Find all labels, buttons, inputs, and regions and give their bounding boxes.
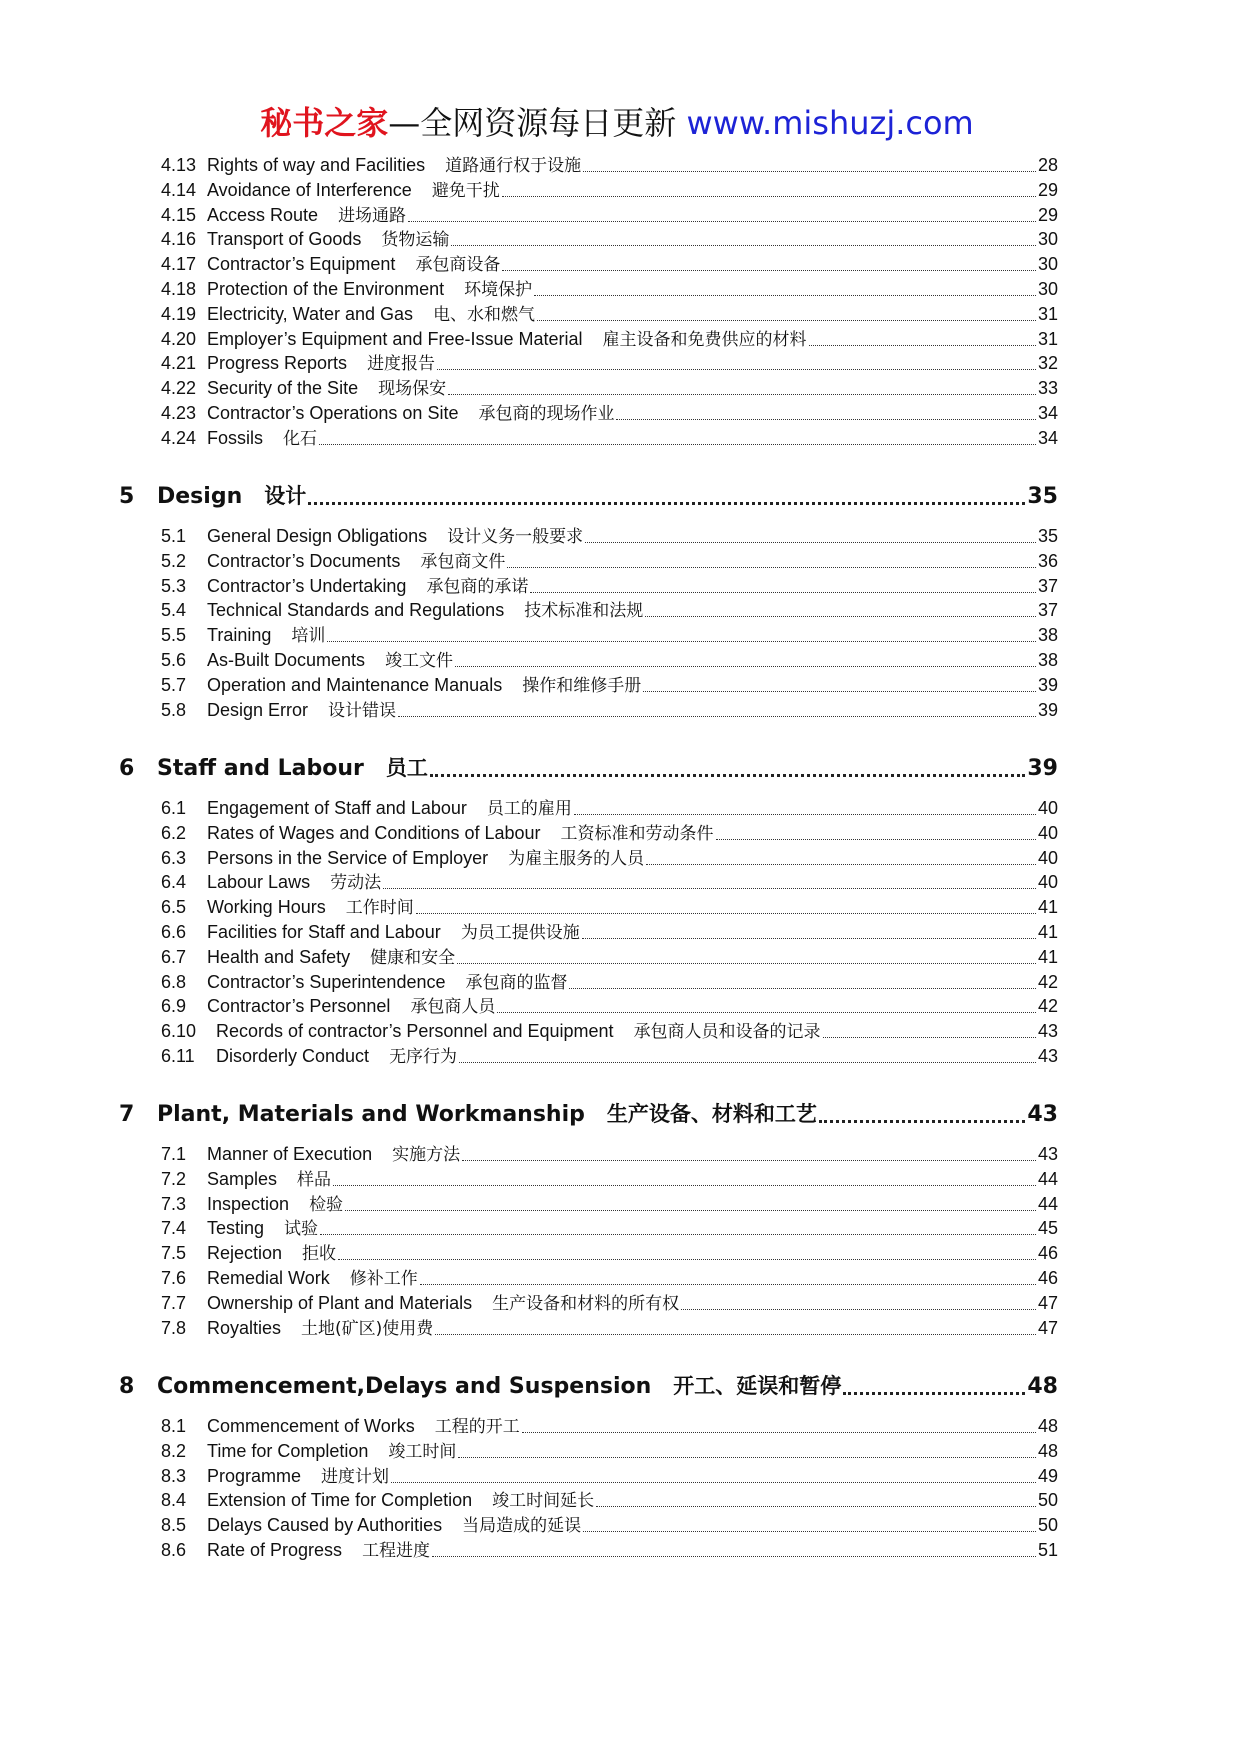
toc-entry-chinese-title: 竣工文件 bbox=[385, 651, 454, 671]
toc-entry-title: Staff and Labour bbox=[157, 756, 364, 781]
toc-entry-page-number: 41 bbox=[1037, 897, 1058, 917]
toc-dot-leader bbox=[574, 796, 1036, 815]
toc-entry-chinese-title: 承包商的承诺 bbox=[426, 577, 529, 597]
toc-dot-leader bbox=[455, 648, 1036, 667]
toc-entry-chinese-title: 试验 bbox=[284, 1219, 319, 1239]
toc-entry[interactable] bbox=[161, 846, 1058, 871]
toc-entry-page-number: 33 bbox=[1037, 378, 1058, 398]
toc-entry-number: 8.4 bbox=[161, 1490, 187, 1510]
toc-entry-number: 6.7 bbox=[161, 947, 187, 967]
toc-entry-number: 6.9 bbox=[161, 996, 187, 1016]
toc-entry-chinese-title: 修补工作 bbox=[349, 1269, 418, 1289]
toc-dot-leader bbox=[338, 1241, 1036, 1260]
toc-dot-leader bbox=[843, 1370, 1025, 1395]
toc-entry[interactable] bbox=[161, 401, 1058, 426]
toc-dot-leader bbox=[398, 698, 1036, 717]
toc-entry-title: Technical Standards and Regulations bbox=[207, 600, 505, 620]
toc-entry-page-number: 37 bbox=[1037, 600, 1058, 620]
toc-dot-leader bbox=[643, 673, 1036, 692]
toc-entry-chinese-title: 实施方法 bbox=[392, 1145, 461, 1165]
toc-entry-page-number: 46 bbox=[1037, 1268, 1058, 1288]
toc-dot-leader bbox=[383, 870, 1036, 889]
toc-entry-chinese-title: 承包商的现场作业 bbox=[478, 404, 615, 424]
toc-entry-page-number: 43 bbox=[1037, 1144, 1058, 1164]
toc-entry-number: 6.10 bbox=[161, 1021, 197, 1041]
toc-section-heading[interactable] bbox=[119, 1370, 1058, 1402]
toc-dot-leader bbox=[319, 426, 1036, 445]
toc-entry-chinese-title: 进场通路 bbox=[338, 206, 407, 226]
toc-entry-page-number: 50 bbox=[1037, 1490, 1058, 1510]
toc-entry-title: Rates of Wages and Conditions of Labour bbox=[207, 823, 541, 843]
toc-dot-leader bbox=[502, 252, 1036, 271]
toc-entry-number: 5 bbox=[119, 484, 135, 509]
toc-entry-page-number: 38 bbox=[1037, 625, 1058, 645]
toc-dot-leader bbox=[585, 524, 1036, 543]
toc-entry-number: 4.13 bbox=[161, 155, 197, 175]
toc-entry[interactable] bbox=[161, 920, 1058, 945]
toc-entry-number: 4.17 bbox=[161, 254, 197, 274]
toc-dot-leader bbox=[416, 895, 1036, 914]
toc-entry-number: 7.7 bbox=[161, 1293, 187, 1313]
toc-entry[interactable] bbox=[161, 1439, 1058, 1464]
toc-entry-title: Delays Caused by Authorities bbox=[207, 1515, 443, 1535]
toc-dot-leader bbox=[582, 920, 1036, 939]
toc-entry-page-number: 42 bbox=[1037, 996, 1058, 1016]
toc-dot-leader bbox=[391, 1464, 1036, 1483]
toc-entry-title: Contractor’s Documents bbox=[207, 551, 401, 571]
toc-entry-chinese-title: 设计错误 bbox=[328, 701, 397, 721]
toc-entry-chinese-title: 化石 bbox=[283, 429, 318, 449]
toc-dot-leader bbox=[616, 401, 1036, 420]
toc-entry-chinese-title: 电、水和燃气 bbox=[433, 305, 536, 325]
toc-entry-page-number: 32 bbox=[1037, 353, 1058, 373]
toc-entry[interactable] bbox=[161, 252, 1058, 277]
toc-entry-title: Engagement of Staff and Labour bbox=[207, 798, 467, 818]
toc-dot-leader bbox=[451, 227, 1036, 246]
toc-dot-leader bbox=[430, 752, 1026, 777]
toc-entry-page-number: 47 bbox=[1037, 1293, 1058, 1313]
toc-entry[interactable] bbox=[161, 870, 1058, 895]
toc-entry-number: 4.15 bbox=[161, 205, 197, 225]
toc-entry-page-number: 47 bbox=[1037, 1318, 1058, 1338]
toc-entry[interactable] bbox=[161, 426, 1058, 451]
toc-entry[interactable] bbox=[161, 302, 1058, 327]
toc-entry-chinese-title: 承包商的监督 bbox=[465, 973, 568, 993]
toc-dot-leader bbox=[522, 1414, 1036, 1433]
toc-entry-title: Contractor’s Operations on Site bbox=[207, 403, 459, 423]
toc-entry-number: 7.8 bbox=[161, 1318, 187, 1338]
toc-entry-page-number: 48 bbox=[1037, 1416, 1058, 1436]
toc-entry-page-number: 35 bbox=[1037, 526, 1058, 546]
toc-entry-chinese-title: 工资标准和劳动条件 bbox=[560, 824, 714, 844]
toc-entry-page-number: 34 bbox=[1037, 428, 1058, 448]
toc-entry-page-number: 40 bbox=[1037, 823, 1058, 843]
toc-entry-title: Transport of Goods bbox=[207, 229, 362, 249]
toc-entry-number: 6.11 bbox=[161, 1046, 195, 1066]
toc-entry-number: 4.24 bbox=[161, 428, 197, 448]
toc-entry-title: Fossils bbox=[207, 428, 264, 448]
toc-entry-chinese-title: 设计义务一般要求 bbox=[447, 527, 584, 547]
toc-entry-title: Working Hours bbox=[207, 897, 326, 917]
toc-entry-title: Persons in the Service of Employer bbox=[207, 848, 489, 868]
toc-entry-page-number: 46 bbox=[1037, 1243, 1058, 1263]
toc-entry[interactable] bbox=[161, 970, 1058, 995]
toc-entry-title: Extension of Time for Completion bbox=[207, 1490, 473, 1510]
toc-entry-page-number: 29 bbox=[1037, 180, 1058, 200]
toc-dot-leader bbox=[432, 1538, 1036, 1557]
toc-entry-chinese-title: 竣工时间 bbox=[388, 1442, 457, 1462]
toc-entry[interactable] bbox=[161, 1538, 1058, 1563]
toc-dot-leader bbox=[320, 1216, 1036, 1235]
toc-entry-title: Rate of Progress bbox=[207, 1540, 343, 1560]
toc-entry[interactable] bbox=[161, 1266, 1058, 1291]
toc-entry-title: Rejection bbox=[207, 1243, 283, 1263]
toc-entry[interactable] bbox=[161, 574, 1058, 599]
toc-entry-chinese-title: 设计 bbox=[264, 484, 307, 508]
toc-dot-leader bbox=[823, 1019, 1036, 1038]
toc-entry-page-number: 48 bbox=[1027, 1374, 1058, 1399]
toc-dot-leader bbox=[448, 376, 1036, 395]
toc-entry[interactable] bbox=[161, 1414, 1058, 1439]
toc-dot-leader bbox=[583, 1513, 1036, 1532]
toc-entry-number: 4.21 bbox=[161, 353, 197, 373]
toc-dot-leader bbox=[345, 1192, 1036, 1211]
toc-entry-number: 4.16 bbox=[161, 229, 197, 249]
toc-entry[interactable] bbox=[161, 698, 1058, 723]
toc-entry-number: 4.14 bbox=[161, 180, 197, 200]
toc-entry-title: Disorderly Conduct bbox=[216, 1046, 370, 1066]
toc-entry-title: Employer’s Equipment and Free-Issue Material bbox=[207, 329, 583, 349]
toc-entry-chinese-title: 雇主设备和免费供应的材料 bbox=[602, 330, 807, 350]
toc-entry-title: Facilities for Staff and Labour bbox=[207, 922, 441, 942]
toc-entry-page-number: 30 bbox=[1037, 279, 1058, 299]
toc-dot-leader bbox=[716, 821, 1036, 840]
toc-entry-title: Security of the Site bbox=[207, 378, 359, 398]
toc-entry-title: Design bbox=[157, 484, 243, 509]
toc-entry-title: Remedial Work bbox=[207, 1268, 330, 1288]
toc-entry-chinese-title: 避免干扰 bbox=[431, 181, 500, 201]
toc-dot-leader bbox=[537, 302, 1036, 321]
toc-entry-chinese-title: 为员工提供设施 bbox=[460, 923, 580, 943]
toc-entry-number: 8 bbox=[119, 1374, 135, 1399]
toc-entry-title: Labour Laws bbox=[207, 872, 311, 892]
toc-entry-title: Rights of way and Facilities bbox=[207, 155, 426, 175]
toc-entry-title: Avoidance of Interference bbox=[207, 180, 412, 200]
toc-dot-leader bbox=[534, 277, 1036, 296]
toc-entry-number: 6.1 bbox=[161, 798, 187, 818]
toc-entry[interactable] bbox=[161, 598, 1058, 623]
toc-entry-page-number: 39 bbox=[1037, 700, 1058, 720]
toc-entry-number: 8.3 bbox=[161, 1466, 187, 1486]
toc-entry[interactable] bbox=[161, 376, 1058, 401]
toc-entry[interactable] bbox=[161, 1216, 1058, 1241]
toc-dot-leader bbox=[457, 945, 1036, 964]
toc-entry-page-number: 40 bbox=[1037, 848, 1058, 868]
toc-entry-number: 6.6 bbox=[161, 922, 187, 942]
toc-entry-page-number: 40 bbox=[1037, 872, 1058, 892]
toc-entry-chinese-title: 进度报告 bbox=[367, 354, 436, 374]
toc-entry[interactable] bbox=[161, 1464, 1058, 1489]
toc-entry-chinese-title: 土地(矿区)使用费 bbox=[301, 1319, 434, 1339]
toc-entry-chinese-title: 承包商人员和设备的记录 bbox=[633, 1022, 821, 1042]
toc-entry-title: Testing bbox=[207, 1218, 265, 1238]
toc-dot-leader bbox=[333, 1167, 1036, 1186]
toc-entry-number: 8.2 bbox=[161, 1441, 187, 1461]
toc-entry-chinese-title: 道路通行权于设施 bbox=[445, 156, 582, 176]
toc-dot-leader bbox=[819, 1098, 1025, 1123]
toc-section-heading[interactable] bbox=[119, 480, 1058, 512]
toc-entry-number: 5.8 bbox=[161, 700, 187, 720]
toc-dot-leader bbox=[459, 1044, 1036, 1063]
toc-entry-title: Access Route bbox=[207, 205, 319, 225]
toc-entry-chinese-title: 工程进度 bbox=[362, 1541, 431, 1561]
toc-entry-chinese-title: 技术标准和法规 bbox=[524, 601, 644, 621]
banner-url[interactable]: www.mishuzj.com bbox=[686, 104, 974, 142]
toc-entry[interactable] bbox=[161, 673, 1058, 698]
toc-entry[interactable] bbox=[161, 895, 1058, 920]
toc-entry-title: As-Built Documents bbox=[207, 650, 366, 670]
toc-entry[interactable] bbox=[161, 1513, 1058, 1538]
toc-entry-page-number: 43 bbox=[1027, 1102, 1058, 1127]
toc-entry-chinese-title: 工程的开工 bbox=[434, 1417, 520, 1437]
toc-entry-number: 5.4 bbox=[161, 600, 187, 620]
toc-entry-number: 5.3 bbox=[161, 576, 187, 596]
toc-entry[interactable] bbox=[161, 1167, 1058, 1192]
toc-entry[interactable] bbox=[161, 178, 1058, 203]
toc-entry-number: 6.2 bbox=[161, 823, 187, 843]
toc-entry[interactable] bbox=[161, 1488, 1058, 1513]
toc-entry[interactable] bbox=[161, 1241, 1058, 1266]
toc-entry-page-number: 36 bbox=[1037, 551, 1058, 571]
toc-entry[interactable] bbox=[161, 1192, 1058, 1217]
toc-entry-page-number: 45 bbox=[1037, 1218, 1058, 1238]
toc-dot-leader bbox=[458, 1439, 1036, 1458]
toc-entry-title: Commencement of Works bbox=[207, 1416, 415, 1436]
toc-dot-leader bbox=[308, 480, 1025, 505]
banner-brand: 秘书之家 bbox=[260, 104, 389, 142]
toc-dot-leader bbox=[462, 1142, 1036, 1161]
toc-entry-page-number: 51 bbox=[1037, 1540, 1058, 1560]
toc-entry-number: 7.6 bbox=[161, 1268, 187, 1288]
toc-entry-page-number: 30 bbox=[1037, 229, 1058, 249]
toc-dot-leader bbox=[408, 203, 1036, 222]
toc-entry-title: Progress Reports bbox=[207, 353, 348, 373]
toc-entry-number: 6 bbox=[119, 756, 135, 781]
toc-entry-chinese-title: 工作时间 bbox=[345, 898, 414, 918]
toc-entry-title: Contractor’s Equipment bbox=[207, 254, 396, 274]
toc-entry[interactable] bbox=[161, 1044, 1058, 1069]
toc-dot-leader bbox=[437, 351, 1036, 370]
toc-dot-leader bbox=[435, 1316, 1036, 1335]
toc-section-heading[interactable] bbox=[119, 752, 1058, 784]
toc-entry-number: 4.23 bbox=[161, 403, 197, 423]
toc-dot-leader bbox=[530, 574, 1036, 593]
toc-entry-number: 8.5 bbox=[161, 1515, 187, 1535]
toc-entry-number: 5.5 bbox=[161, 625, 187, 645]
toc-entry-page-number: 44 bbox=[1037, 1194, 1058, 1214]
toc-entry-title: Samples bbox=[207, 1169, 278, 1189]
toc-entry[interactable] bbox=[161, 549, 1058, 574]
toc-entry-number: 5.1 bbox=[161, 526, 187, 546]
toc-entry-page-number: 43 bbox=[1037, 1046, 1058, 1066]
toc-entry-title: Electricity, Water and Gas bbox=[207, 304, 414, 324]
toc-dot-leader bbox=[502, 178, 1036, 197]
toc-dot-leader bbox=[596, 1488, 1036, 1507]
toc-entry-title: Contractor’s Personnel bbox=[207, 996, 391, 1016]
toc-entry-page-number: 35 bbox=[1027, 484, 1058, 509]
toc-entry-chinese-title: 拒收 bbox=[302, 1244, 337, 1264]
toc-entry[interactable] bbox=[161, 623, 1058, 648]
toc-entry-number: 4.19 bbox=[161, 304, 197, 324]
toc-entry[interactable] bbox=[161, 821, 1058, 846]
toc-entry-number: 7.5 bbox=[161, 1243, 187, 1263]
toc-entry-number: 5.2 bbox=[161, 551, 187, 571]
toc-dot-leader bbox=[420, 1266, 1036, 1285]
toc-entry-title: Plant, Materials and Workmanship bbox=[157, 1102, 585, 1127]
toc-entry-page-number: 30 bbox=[1037, 254, 1058, 274]
toc-entry[interactable] bbox=[161, 945, 1058, 970]
toc-entry-page-number: 29 bbox=[1037, 205, 1058, 225]
toc-entry-chinese-title: 当局造成的延误 bbox=[462, 1516, 582, 1536]
toc-dot-leader bbox=[809, 327, 1036, 346]
toc-entry-page-number: 39 bbox=[1027, 756, 1058, 781]
toc-entry-number: 7.1 bbox=[161, 1144, 187, 1164]
toc-entry-page-number: 31 bbox=[1037, 329, 1058, 349]
toc-entry-number: 6.5 bbox=[161, 897, 187, 917]
toc-entry-number: 6.8 bbox=[161, 972, 187, 992]
toc-entry[interactable] bbox=[161, 1291, 1058, 1316]
banner-slogan: —全网资源每日更新 bbox=[388, 104, 687, 142]
toc-entry-chinese-title: 开工、延误和暂停 bbox=[673, 1374, 842, 1398]
toc-entry-page-number: 43 bbox=[1037, 1021, 1058, 1041]
toc-entry-chinese-title: 培训 bbox=[291, 626, 326, 646]
toc-entry[interactable] bbox=[161, 648, 1058, 673]
toc-entry-page-number: 39 bbox=[1037, 675, 1058, 695]
toc-entry-title: Inspection bbox=[207, 1194, 290, 1214]
toc-entry-number: 6.4 bbox=[161, 872, 187, 892]
toc-section-heading[interactable] bbox=[119, 1098, 1058, 1130]
toc-entry-chinese-title: 劳动法 bbox=[330, 873, 382, 893]
toc-entry-title: Design Error bbox=[207, 700, 309, 720]
toc-entry-title: Contractor’s Undertaking bbox=[207, 576, 407, 596]
toc-dot-leader bbox=[646, 846, 1036, 865]
toc-entry[interactable] bbox=[161, 203, 1058, 228]
toc-entry-chinese-title: 承包商设备 bbox=[415, 255, 501, 275]
toc-entry-title: Time for Completion bbox=[207, 1441, 369, 1461]
toc-entry-number: 8.1 bbox=[161, 1416, 187, 1436]
toc-entry[interactable] bbox=[161, 153, 1058, 178]
toc-dot-leader bbox=[569, 970, 1035, 989]
toc-entry-chinese-title: 为雇主服务的人员 bbox=[508, 849, 645, 869]
toc-entry-chinese-title: 生产设备和材料的所有权 bbox=[492, 1294, 680, 1314]
toc-entry-chinese-title: 生产设备、材料和工艺 bbox=[606, 1102, 817, 1126]
toc-entry-page-number: 50 bbox=[1037, 1515, 1058, 1535]
toc-dot-leader bbox=[327, 623, 1036, 642]
toc-dot-leader bbox=[645, 598, 1036, 617]
toc-entry-number: 5.6 bbox=[161, 650, 187, 670]
toc-entry-page-number: 44 bbox=[1037, 1169, 1058, 1189]
toc-entry-title: Training bbox=[207, 625, 272, 645]
toc-entry-number: 7 bbox=[119, 1102, 135, 1127]
toc-entry-number: 7.2 bbox=[161, 1169, 187, 1189]
toc-entry-title: Programme bbox=[207, 1466, 302, 1486]
toc-entry[interactable] bbox=[161, 796, 1058, 821]
toc-entry-chinese-title: 健康和安全 bbox=[370, 948, 456, 968]
toc-entry-title: Ownership of Plant and Materials bbox=[207, 1293, 473, 1313]
toc-entry-page-number: 41 bbox=[1037, 922, 1058, 942]
toc-entry-chinese-title: 无序行为 bbox=[389, 1047, 458, 1067]
toc-entry-chinese-title: 员工 bbox=[385, 756, 428, 780]
toc-entry-page-number: 42 bbox=[1037, 972, 1058, 992]
toc-entry-title: Health and Safety bbox=[207, 947, 351, 967]
toc-entry-number: 5.7 bbox=[161, 675, 187, 695]
toc-entry-chinese-title: 货物运输 bbox=[381, 230, 450, 250]
toc-entry-page-number: 40 bbox=[1037, 798, 1058, 818]
toc-entry-chinese-title: 操作和维修手册 bbox=[522, 676, 642, 696]
toc-entry-chinese-title: 现场保安 bbox=[378, 379, 447, 399]
toc-entry-page-number: 48 bbox=[1037, 1441, 1058, 1461]
toc-entry-title: Records of contractor’s Personnel and Equipment bbox=[216, 1021, 614, 1041]
toc-entry[interactable] bbox=[161, 227, 1058, 252]
toc-entry[interactable] bbox=[161, 524, 1058, 549]
toc-entry-title: Commencement,Delays and Suspension bbox=[157, 1374, 652, 1399]
toc-entry-chinese-title: 样品 bbox=[297, 1170, 332, 1190]
toc-entry-chinese-title: 承包商人员 bbox=[410, 997, 496, 1017]
site-banner bbox=[0, 103, 1234, 143]
toc-entry[interactable] bbox=[161, 351, 1058, 376]
toc-entry-title: Protection of the Environment bbox=[207, 279, 445, 299]
toc-entry-number: 4.18 bbox=[161, 279, 197, 299]
toc-entry-number: 7.4 bbox=[161, 1218, 187, 1238]
toc-entry-chinese-title: 员工的雇用 bbox=[486, 799, 572, 819]
toc-entry[interactable] bbox=[161, 1019, 1058, 1044]
toc-entry-page-number: 31 bbox=[1037, 304, 1058, 324]
toc-dot-leader bbox=[681, 1291, 1036, 1310]
toc-entry-title: Manner of Execution bbox=[207, 1144, 373, 1164]
toc-entry[interactable] bbox=[161, 327, 1058, 352]
toc-entry-page-number: 49 bbox=[1037, 1466, 1058, 1486]
toc-entry-title: Contractor’s Superintendence bbox=[207, 972, 446, 992]
toc-entry-page-number: 41 bbox=[1037, 947, 1058, 967]
toc-entry[interactable] bbox=[161, 994, 1058, 1019]
toc-entry-page-number: 37 bbox=[1037, 576, 1058, 596]
toc-dot-leader bbox=[507, 549, 1036, 568]
toc-entry-title: General Design Obligations bbox=[207, 526, 428, 546]
toc-entry-number: 4.20 bbox=[161, 329, 197, 349]
toc-dot-leader bbox=[583, 153, 1036, 172]
toc-entry-number: 8.6 bbox=[161, 1540, 187, 1560]
toc-entry-number: 7.3 bbox=[161, 1194, 187, 1214]
toc-entry-number: 6.3 bbox=[161, 848, 187, 868]
toc-entry-title: Royalties bbox=[207, 1318, 282, 1338]
toc-entry-number: 4.22 bbox=[161, 378, 197, 398]
toc-entry-chinese-title: 进度计划 bbox=[321, 1467, 390, 1487]
toc-entry[interactable] bbox=[161, 1142, 1058, 1167]
toc-entry-chinese-title: 环境保护 bbox=[464, 280, 533, 300]
toc-entry-chinese-title: 检验 bbox=[309, 1195, 344, 1215]
toc-entry-page-number: 34 bbox=[1037, 403, 1058, 423]
toc-entry[interactable] bbox=[161, 277, 1058, 302]
toc-entry-title: Operation and Maintenance Manuals bbox=[207, 675, 503, 695]
toc-dot-leader bbox=[497, 994, 1036, 1013]
toc-entry-page-number: 38 bbox=[1037, 650, 1058, 670]
toc-entry[interactable] bbox=[161, 1316, 1058, 1341]
toc-entry-chinese-title: 竣工时间延长 bbox=[492, 1491, 595, 1511]
toc-entry-chinese-title: 承包商文件 bbox=[420, 552, 506, 572]
toc-entry-page-number: 28 bbox=[1037, 155, 1058, 175]
